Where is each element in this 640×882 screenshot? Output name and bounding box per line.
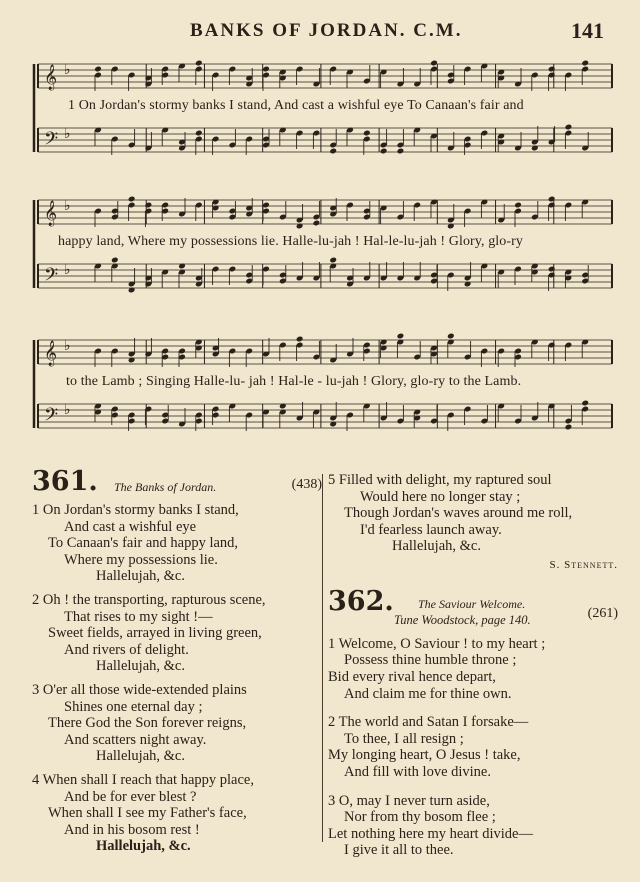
- verse-line: And scatters night away.: [64, 731, 207, 748]
- refrain-line: Hallelujah, &c.: [96, 748, 185, 765]
- verse-line: To Canaan's fair and happy land,: [48, 535, 239, 552]
- verse-line: Though Jordan's waves around me roll,: [344, 505, 573, 522]
- refrain-line: Hallelujah, &c.: [96, 658, 185, 675]
- note-head: [565, 424, 573, 431]
- note-head: [111, 257, 119, 264]
- note-head: [397, 148, 405, 155]
- verse-line: 2 Oh ! the transporting, rapturous scene,: [32, 591, 266, 608]
- lyric-line-1: 1 On Jordan's stormy banks I stand, And cast a wishful eye To Canaan's fair and: [68, 98, 524, 113]
- hymn-title: The Banks of Jordan.: [114, 480, 217, 494]
- stanza: [32, 502, 322, 585]
- flat-icon: ♭: [64, 402, 71, 418]
- stanza: [328, 714, 618, 780]
- note-head: [329, 148, 337, 155]
- page-number: 141: [571, 18, 604, 43]
- verse-line: I give it all to thee.: [344, 842, 454, 859]
- note-head: [145, 202, 153, 209]
- verse-line: Possess thine humble throne ;: [344, 652, 517, 669]
- verse-line: Where my possessions lie.: [64, 551, 218, 568]
- note-head: [548, 196, 556, 203]
- stanza: [32, 772, 322, 855]
- verse-line: And cast a wishful eye: [64, 518, 197, 535]
- hymn-title: The Saviour Welcome.: [418, 596, 526, 611]
- bass-clef-icon: 𝄢: [44, 265, 59, 290]
- note-head: [565, 124, 573, 131]
- stanza: [328, 793, 618, 859]
- verse-line: And rivers of delight.: [64, 641, 189, 658]
- refrain-line: Hallelujah, &c.: [96, 568, 185, 585]
- flat-icon: ♭: [64, 198, 71, 214]
- note-head: [329, 257, 337, 264]
- verse-line: And in his bosom rest !: [64, 821, 200, 838]
- hymn-361: [32, 466, 322, 862]
- treble-clef-icon: 𝄞: [44, 201, 58, 226]
- verse-line: 2 The world and Satan I forsake—: [328, 714, 529, 731]
- lyric-line-2: happy land, Where my possessions lie. Halle-lu-jah ! Hal-le-lu-jah ! Glory, glo-ry: [58, 234, 524, 249]
- verse-line: Would here no longer stay ;: [360, 488, 521, 505]
- verse-line: Sweet fields, arrayed in living green,: [48, 625, 262, 642]
- running-title: BANKS OF JORDAN. C.M.: [190, 20, 463, 41]
- verse-line: Nor from thy bosom flee ;: [344, 809, 496, 826]
- verse-line: To thee, I all resign ;: [344, 730, 464, 747]
- verse-line: 3 O'er all those wide-extended plains: [32, 681, 247, 698]
- note-head: [313, 220, 321, 227]
- verse-line: I'd fearless launch away.: [360, 521, 502, 538]
- note-head: [195, 60, 203, 67]
- flat-icon: ♭: [64, 262, 71, 278]
- flat-icon: ♭: [64, 126, 71, 142]
- stanza: [32, 592, 322, 675]
- verse-line: And be for ever blest ?: [64, 788, 197, 805]
- verse-line: 4 When shall I reach that happy place,: [32, 771, 254, 788]
- verse-line: 1 On Jordan's stormy banks I stand,: [32, 502, 239, 518]
- verse-line: My longing heart, O Jesus ! take,: [328, 747, 521, 764]
- verse-line: And claim me for thine own.: [344, 685, 512, 702]
- stanza: [328, 636, 618, 702]
- stanza: [328, 472, 618, 574]
- flat-icon: ♭: [64, 62, 71, 78]
- refrain-line: Hallelujah, &c.: [392, 538, 481, 555]
- note-head: [430, 60, 438, 67]
- note-head: [514, 202, 522, 209]
- verse-line: That rises to my sight !—: [64, 608, 213, 625]
- hymn-reference: (261): [587, 605, 618, 621]
- verse-line: And fill with love divine.: [344, 763, 491, 780]
- note-head: [397, 333, 405, 340]
- bass-clef-icon: 𝄢: [44, 129, 59, 154]
- note-head: [94, 66, 102, 73]
- right-column: [328, 472, 618, 866]
- lyric-line-3: to the Lamb ; Singing Halle-lu- jah ! Hal-le - lu-jah ! Glory, glo-ry to the Lamb.: [66, 374, 522, 389]
- note-head: [548, 266, 556, 273]
- treble-clef-icon: 𝄞: [44, 65, 58, 90]
- verse-line: Bid every rival hence depart,: [328, 668, 496, 685]
- note-head: [363, 130, 371, 137]
- note-head: [581, 400, 589, 407]
- note-head: [380, 148, 388, 155]
- hymn-number: 362.: [328, 585, 394, 617]
- note-head: [195, 130, 203, 137]
- note-head: [447, 333, 455, 340]
- treble-clef-icon: 𝄞: [44, 341, 58, 366]
- verse-line: Shines one eternal day ;: [64, 698, 203, 715]
- verse-line: 5 Filled with delight, my raptured soul: [328, 472, 552, 488]
- note-head: [548, 66, 556, 73]
- refrain-line: Hallelujah, &c.: [96, 838, 191, 855]
- tune-reference: Tune Woodstock, page 140.: [394, 612, 531, 627]
- verse-line: There God the Son forever reigns,: [48, 715, 247, 732]
- hymn-number: 361.: [32, 466, 98, 497]
- note-head: [128, 196, 136, 203]
- verse-line: When shall I see my Father's face,: [48, 805, 247, 822]
- note-head: [296, 336, 304, 343]
- note-head: [581, 60, 589, 67]
- hymn-reference: (438): [291, 477, 322, 492]
- bass-clef-icon: 𝄢: [44, 405, 59, 430]
- author-credit: S. Stennett.: [549, 558, 618, 571]
- flat-icon: ♭: [64, 338, 71, 354]
- verse-line: 3 O, may I never turn aside,: [328, 792, 490, 809]
- note-head: [262, 66, 270, 73]
- stanza: [32, 682, 322, 765]
- verse-line: Let nothing here my heart divide—: [328, 825, 533, 842]
- verse-line: 1 Welcome, O Saviour ! to my heart ;: [328, 635, 546, 652]
- column-divider: [322, 474, 323, 842]
